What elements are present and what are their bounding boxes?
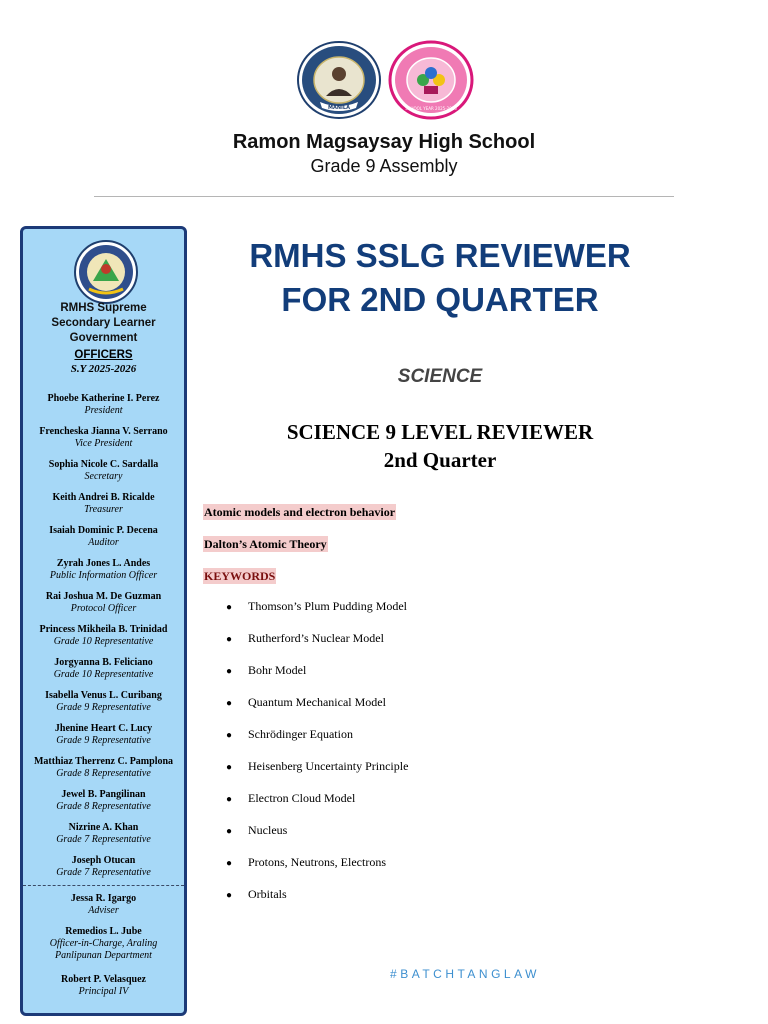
officer-entry [23,723,184,747]
officer-entry [23,624,184,648]
officer-role: Grade 8 Representative [56,801,151,812]
adviser-entry [23,974,184,998]
school-year: S.Y 2025-2026 [70,363,137,375]
title-line: FOR 2ND QUARTER [281,281,599,318]
officer-entry [23,822,184,846]
keyword-text: Orbitals [248,887,287,901]
keyword-text: Nucleus [248,823,288,837]
topic-heading: Atomic models and electron behavior [204,505,396,519]
officer-name: Jorgyanna B. Feliciano [54,657,153,668]
officer-role: Grade 9 Representative [56,735,151,746]
officer-name: Princess Mikheila B. Trinidad [39,624,168,635]
officer-entry [23,426,184,450]
adviser-entry [23,893,184,917]
bullet-icon: ● [226,890,233,901]
bullet-icon: ● [226,730,233,741]
batch-hashtag: #BATCHTANGLAW [390,967,540,981]
org-line: Government [69,332,138,344]
quarter-line: 2nd Quarter [383,448,497,472]
officer-name: Jewel B. Pangilinan [61,789,146,800]
adviser-name: Robert P. Velasquez [61,974,146,985]
officer-name: Nizrine A. Khan [68,822,139,833]
officer-name: Isabella Venus L. Curibang [45,690,162,701]
reviewer-title [200,418,680,474]
officer-entry [23,855,184,879]
keyword-text: Protons, Neutrons, Electrons [248,855,386,869]
officers-heading: OFFICERS [74,349,133,361]
keywords-heading: KEYWORDS [204,569,276,583]
adviser-name: Remedios L. Jube [65,926,142,937]
officer-entry [23,690,184,714]
bullet-icon: ● [226,858,233,869]
bullet-icon: ● [226,602,233,613]
officer-name: Joseph Otucan [71,855,136,866]
officer-entry [23,657,184,681]
officer-role: Grade 10 Representative [53,669,154,680]
keyword-item [226,662,306,680]
title-line: RMHS SSLG REVIEWER [249,237,631,274]
assembly-name: Grade 9 Assembly [310,156,458,176]
sslg-org-name [23,301,184,346]
officer-name: Frencheska Jianna V. Serrano [39,426,168,437]
officer-name: Phoebe Katherine I. Perez [47,393,160,404]
officer-name: Isaiah Dominic P. Decena [49,525,158,536]
officer-role: Auditor [88,537,119,548]
officer-entry [23,393,184,417]
keyword-text: Thomson’s Plum Pudding Model [248,599,408,613]
officer-role: President [84,405,123,416]
officer-entry [23,591,184,615]
keyword-text: Electron Cloud Model [248,791,356,805]
sslg-logo-icon [71,239,141,305]
officer-entry [23,459,184,483]
org-line: Secondary Learner [51,317,156,329]
officer-name: Jhenine Heart C. Lucy [54,723,153,734]
officer-role: Secretary [84,471,123,482]
keyword-item [226,790,355,808]
officer-entry [23,492,184,516]
adviser-role: Panlipunan Department [55,950,152,961]
officer-name: Matthiaz Therrenz C. Pamplona [33,756,174,767]
officer-role: Grade 7 Representative [56,834,151,845]
reviewer-title-line: SCIENCE 9 LEVEL REVIEWER [286,420,594,444]
officer-role: Grade 8 Representative [56,768,151,779]
adviser-role: Adviser [88,905,119,916]
bullet-icon: ● [226,762,233,773]
keyword-item [226,758,408,776]
bullet-icon: ● [226,666,233,677]
keyword-item [226,886,287,904]
keyword-item [226,822,287,840]
adviser-role: Principal IV [78,986,129,997]
bullet-icon: ● [226,794,233,805]
subject-heading: SCIENCE [397,366,483,387]
officer-role: Vice President [74,438,133,449]
officer-role: Grade 9 Representative [56,702,151,713]
seal-right-text: SCHOOL YEAR 2025-2026 [405,106,457,111]
officer-role: Public Information Officer [49,570,158,581]
officer-name: Sophia Nicole C. Sardalla [48,459,159,470]
officer-entry [23,558,184,582]
officer-name: Rai Joshua M. De Guzman [45,591,162,602]
header-logos [0,40,768,120]
officer-name: Zyrah Jones L. Andes [56,558,151,569]
officer-role: Protocol Officer [70,603,137,614]
keyword-item [226,854,386,872]
header-divider [94,196,674,197]
page-title [200,234,680,322]
officer-name: Keith Andrei B. Ricalde [52,492,155,503]
keyword-text: Rutherford’s Nuclear Model [248,631,384,645]
keyword-item [226,598,407,616]
adviser-role: Officer-in-Charge, Araling [49,938,158,949]
grade9-assembly-seal-icon [388,40,474,120]
bullet-icon: ● [226,698,233,709]
keyword-item [226,694,386,712]
keyword-text: Bohr Model [248,663,307,677]
bullet-icon: ● [226,634,233,645]
rmhs-seal-icon [296,40,382,120]
keyword-text: Heisenberg Uncertainty Principle [248,759,409,773]
sidebar-divider [23,885,184,886]
subtopic-heading: Dalton’s Atomic Theory [204,537,327,551]
adviser-entry [23,926,184,962]
officer-role: Treasurer [84,504,123,515]
officer-entry [23,525,184,549]
keyword-text: Quantum Mechanical Model [248,695,386,709]
keyword-item [226,630,384,648]
school-name: Ramon Magsaysay High School [232,131,536,153]
officer-role: Grade 10 Representative [53,636,154,647]
officer-entry [23,756,184,780]
org-line: RMHS Supreme [60,302,147,314]
keyword-item [226,726,353,744]
officer-entry [23,789,184,813]
officers-sidebar [20,226,187,1016]
seal-left-text: MANILA [328,105,350,111]
adviser-name: Jessa R. Igargo [70,893,137,904]
bullet-icon: ● [226,826,233,837]
keyword-text: Schrödinger Equation [248,727,353,741]
officer-role: Grade 7 Representative [56,867,151,878]
